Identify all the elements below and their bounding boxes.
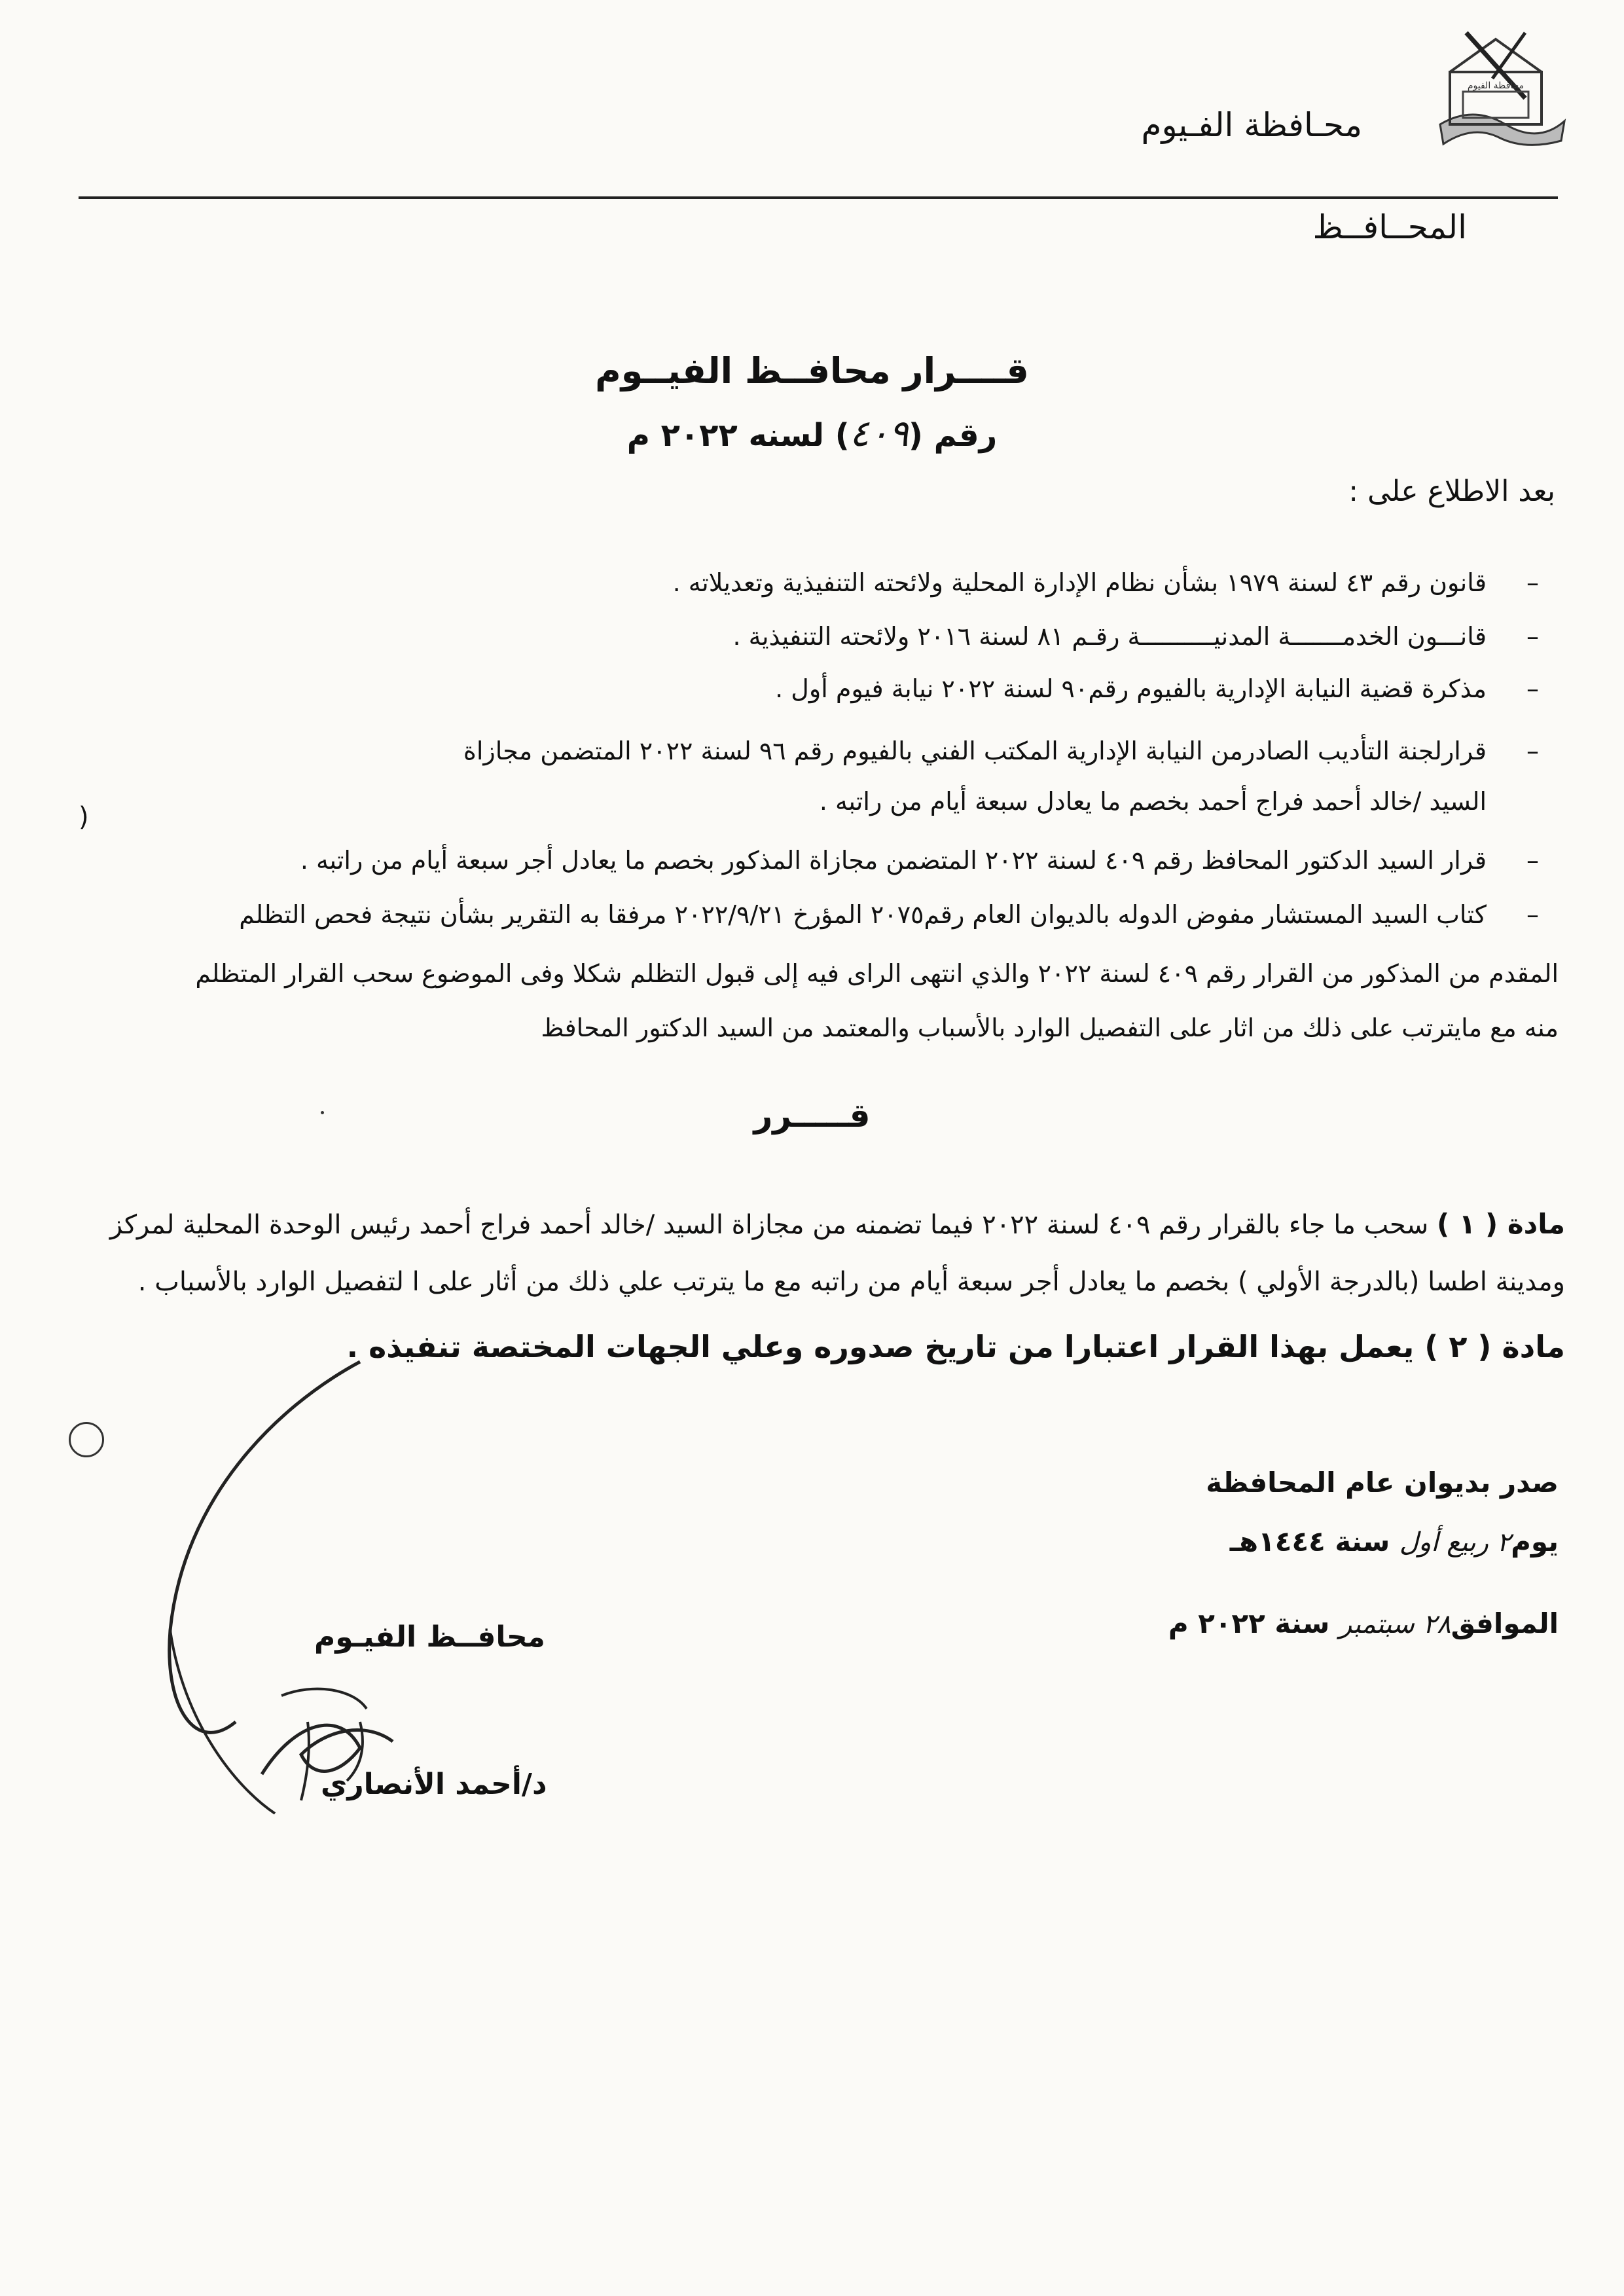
preamble-lead: بعد الاطلاع على : — [1348, 475, 1555, 508]
article-2-text: يعمل بهذا القرار اعتبارا من تاريخ صدوره وعلي الجهات المختصة تنفيذه . — [346, 1329, 1415, 1364]
article-1-label: مادة ( ١ ) — [1436, 1208, 1565, 1240]
day-prefix: يوم — [1511, 1525, 1559, 1558]
article-1-line — [110, 1208, 1565, 1240]
decision-heading: قـــــرر — [753, 1097, 871, 1135]
reference-line: قانـــون الخدمـــــــة المدنيــــــــــة رقـم ٨١ لسنة ٢٠١٦ ولائحته التنفيذية . — [732, 622, 1487, 651]
corresponding-prefix: الموافق — [1451, 1607, 1559, 1639]
list-dash: – — [1526, 737, 1539, 765]
issued-line: صدر بديوان عام المحافظة — [1206, 1467, 1559, 1499]
signatory-name: د/أحمد الأنصاري — [321, 1768, 547, 1801]
list-dash: – — [1526, 568, 1539, 597]
article-2-label: مادة ( ٢ ) — [1424, 1329, 1565, 1364]
decree-title: قــــرار محافــظ الفيــوم — [595, 350, 1029, 392]
article-1-text: سحب ما جاء بالقرار رقم ٤٠٩ لسنة ٢٠٢٢ فيما تضمنه من مجازاة السيد /خالد أحمد فراج أحمد رئيس الوحدة المحلية لمركز — [109, 1210, 1429, 1240]
article-2-line — [347, 1329, 1565, 1364]
governorate-name: محـافظة الفـيوم — [1141, 106, 1362, 144]
list-dash: – — [1526, 622, 1539, 651]
list-dash: – — [1526, 846, 1539, 875]
reference-line: كتاب السيد المستشار مفوض الدوله بالديوان العام رقم٢٠٧٥ المؤرخ ٢٠٢٢/٩/٢١ مرفقا به التقرير بشأن نتيجة فحص التظلم — [239, 900, 1487, 929]
header-divider — [79, 196, 1558, 199]
article-1-line: ومدينة اطسا (بالدرجة الأولي ) بخصم ما يعادل أجر سبعة أيام من راتبه مع ما يترتب علي ذلك من أثار على ا لتفصيل الوارد بالأسباب . — [137, 1267, 1565, 1297]
punch-hole — [69, 1422, 104, 1457]
signatory-title: محافــظ الفيـوم — [314, 1620, 545, 1654]
day-handwritten: ٢ ربيع أول — [1399, 1527, 1511, 1558]
emblem-text: محافظة الفيوم — [1467, 81, 1525, 91]
list-dash: – — [1526, 900, 1539, 929]
hijri-date-line — [1230, 1525, 1559, 1558]
corresponding-handwritten: ٢٨ سبتمبر — [1339, 1609, 1451, 1639]
reference-line: السيد /خالد أحمد فراج أحمد بخصم ما يعادل سبعة أيام من راتبه . — [819, 787, 1487, 816]
reference-line: قرار السيد الدكتور المحافظ رقم ٤٠٩ لسنة ٢٠٢٢ المتضمن مجازاة المذكور بخصم ما يعادل أجر سبعة أيام من راتبه . — [300, 846, 1487, 875]
reference-line: قرارلجنة التأديب الصادرمن النيابة الإدارية المكتب الفني بالفيوم رقم ٩٦ لسنة ٢٠٢٢ المتضمن مجازاة — [463, 737, 1487, 765]
governorate-emblem — [1427, 26, 1571, 160]
list-dash: – — [1526, 674, 1539, 703]
reference-line: منه مع مايترتب على ذلك من اثار على التفصيل الوارد بالأسباب والمعتمد من السيد الدكتور المحافظ — [541, 1013, 1559, 1042]
hijri-year: سنة ١٤٤٤هـ — [1229, 1525, 1390, 1558]
reference-line: المقدم من المذكور من القرار رقم ٤٠٩ لسنة ٢٠٢٢ والذي انتهى الراى فيه إلى قبول التظلم شكلا وفى الموضوع سحب القرار المتظلم — [195, 959, 1559, 988]
reference-line: قانون رقم ٤٣ لسنة ١٩٧٩ بشأن نظام الإدارة المحلية ولائحته التنفيذية وتعديلاته . — [672, 568, 1487, 597]
reference-line: مذكرة قضية النيابة الإدارية بالفيوم رقم٩٠ لسنة ٢٠٢٢ نيابة فيوم أول . — [775, 674, 1487, 703]
decree-number — [0, 412, 1624, 455]
decree-number-prefix: رقم ( — [908, 417, 998, 454]
gregorian-year: سنة ٢٠٢٢ م — [1168, 1607, 1330, 1639]
decree-number-handwritten: ٤٠٩ — [849, 412, 909, 455]
margin-mark: ) — [79, 802, 89, 832]
gregorian-date-line — [1168, 1607, 1559, 1639]
decree-number-suffix: ) لسنه ٢٠٢٢ م — [626, 417, 850, 454]
office-title: المحــافــظ — [1312, 208, 1467, 246]
